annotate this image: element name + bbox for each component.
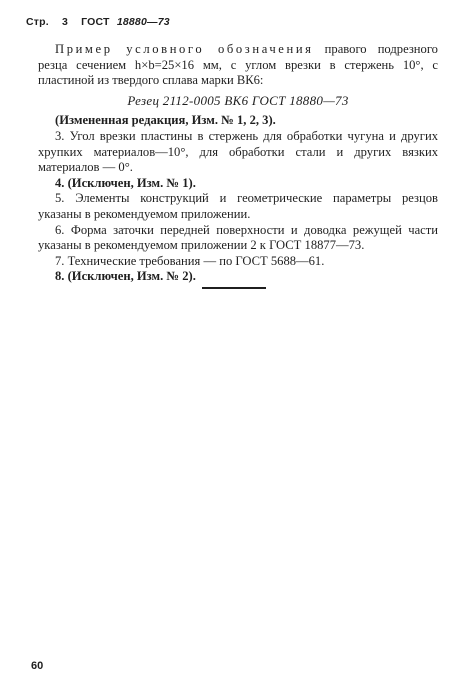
item-8: 8. (Исключен, Изм. № 2).: [55, 269, 196, 284]
item-3: 3. Угол врезки пластины в стержень для обработки чугуна и других хрупких материалов—10°, для обработки стали и других вязких материалов — 0°.: [38, 128, 438, 175]
standard-number: 18880—73: [116, 16, 170, 28]
example-paragraph: [38, 42, 438, 89]
document-body: [38, 42, 438, 285]
page-label: Стр.: [26, 16, 49, 28]
designation: Резец 2112-0005 ВК6 ГОСТ 18880—73: [127, 92, 349, 108]
item-4: 4. (Исключен, Изм. № 1).: [55, 175, 196, 190]
item-5: 5. Элементы конструкций и геометрические параметры резцов указаны в рекомендуемом приложении.: [38, 191, 438, 221]
item-7: 7. Технические требования — по ГОСТ 5688—61.: [55, 253, 325, 268]
example-text: правого подрезного резца сечением h×b=25×16 мм, с углом врезки в стержень 10°, с пластиной из твердого сплава марки ВК6:: [38, 42, 438, 88]
example-heading: Пример условного обозначения: [55, 42, 314, 56]
standard-label: ГОСТ: [81, 16, 110, 28]
item-6: 6. Форма заточки передней поверхности и доводка режущей части указаны в рекомендуемом приложении 2 к ГОСТ 18877—73.: [38, 222, 438, 253]
page-num: 3: [61, 16, 69, 28]
amendment-note: (Измененная редакция, Изм. № 1, 2, 3).: [55, 113, 276, 128]
page-header: [26, 16, 180, 28]
page-number: 60: [31, 660, 44, 672]
section-divider: [202, 287, 266, 289]
